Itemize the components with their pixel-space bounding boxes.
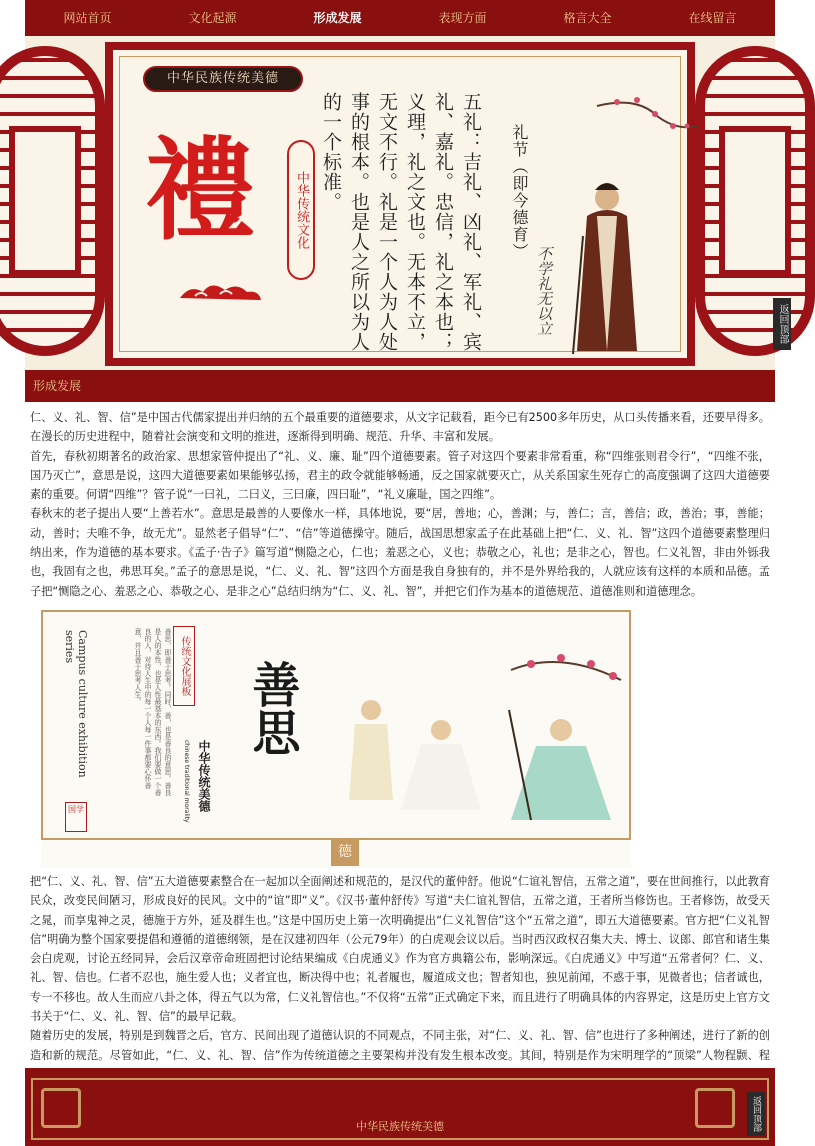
back-to-top-tab[interactable]: 返回顶部 — [773, 298, 791, 350]
page-wrapper — [25, 0, 788, 1146]
lattice-ornament-right — [695, 46, 815, 356]
nav-item-development[interactable]: 形成发展 — [313, 11, 362, 25]
nav-item-message[interactable]: 在线留言 — [688, 11, 737, 25]
virtue-seal-icon: 德 — [331, 838, 359, 866]
image-english-subtitle: chinese traditional morality — [183, 740, 190, 823]
section-title-bar: 形成发展 — [25, 370, 775, 402]
banner-main-text: 五礼：吉礼、凶礼、军礼、宾礼、嘉礼。忠信，礼之本也；义理，礼之文也。无本不立，无文不行。礼是一个人为人处事的根本。也是人之所以为人的一个标准。 — [320, 92, 482, 352]
plum-branch-icon — [597, 76, 697, 156]
lattice-ornament-left — [0, 46, 105, 356]
image-tag-label: 传统文化展板 — [173, 626, 195, 706]
footer-back-to-top-tab[interactable]: 返回顶部 — [747, 1092, 765, 1136]
image-big-characters: 善思 — [244, 660, 300, 756]
nav-item-home[interactable]: 网站首页 — [63, 11, 112, 25]
hero-banner — [25, 36, 788, 370]
footer — [25, 1068, 775, 1146]
article-body-top — [30, 408, 770, 601]
nav-item-maxims[interactable]: 格言大全 — [563, 11, 612, 25]
image-stamp: 国学 — [65, 802, 87, 832]
banner-ribbon-title: 中华民族传统美德 — [143, 66, 303, 92]
paragraph: 仁、义、礼、智、信”是中国古代儒家提出并归纳的五个最重要的道德要求，从文字记载看，距今已有2500多年历史，从口头传播来看，还要早得多。在漫长的历史进程中，随着社会演变和文明的推进，逐渐得到明确、规范、升华、丰富和发展。 — [30, 411, 770, 444]
banner-calligraphy: 不学礼无以立 — [535, 246, 553, 336]
banner-big-character: 禮 — [145, 126, 255, 255]
footer-copyright: 中华民族传统美德 — [356, 1120, 444, 1133]
banner-side-title: 礼节（即今德育） — [510, 124, 529, 260]
image-english-caption: Campus culture exhibition series — [63, 630, 89, 778]
image-chinese-title: 中华传统美德 — [197, 740, 211, 812]
paragraph: 首先，春秋初期著名的政治家、思想家管仲提出了“礼、义、廉、耻”四个道德要素。管子对这四个要素非常看重，称“四维张则君令行”，“四维不张，国乃灭亡”，意思是说，这四大道德要素如果能够弘扬，君主的政令就能够畅通，反之国家就要灭亡，从关系国家生死存亡的高度强调了这四大道德要素的重要。何谓“四维”？管子说“一曰礼，二曰义，三曰廉，四曰耻”，“礼义廉耻，国之四维”。 — [30, 449, 770, 502]
sage-figure-icon — [565, 176, 645, 356]
nav-item-origin[interactable]: 文化起源 — [188, 11, 237, 25]
scholars-figure-icon — [331, 650, 631, 830]
paragraph: 把“仁、义、礼、智、信”五大道德要素整合在一起加以全面阐述和规范的，是汉代的董仲舒。他说“仁谊礼智信，五常之道”，要在世间推行，以此教育民众，改变民间陋习，形成良好的民风。文中的“谊”即“义”。《汉书·董仲舒传》写道“夫仁谊礼智信，五常之道，王者所当修饬也。王者修饬，故受天之晁，而享鬼神之灵，德施于方外，延及群生也。”这是中国历史上第一次明确提出“仁义礼智信”这个“五常之道”，即五大道德要素。官方把“仁义礼智信”明确为整个国家要提倡和遵循的道德纲领，是在汉建初四年（公元79年）的白虎观会议以后。当时西汉政权召集大夫、博士、议郎、郎官和诸生集会白虎观，讨论五经同异，会后汉章帝命班固把讨论结果编成《白虎通义》作为官方典籍公布，影响深远。《白虎通义》中写道“五常者何？仁、义、礼、智、信也。仁者不忍也，施生爱人也；义者宜也，断决得中也；礼者履也，履道成文也；智者知也，独见前闻，不惑于事，见微者也；信者诚也，专一不移也。故人生而应八卦之体，得五气以为常，仁义礼智信也。”不仅将“五常”正式确定下来，而且进行了明确具体的内容界定，这是历史上官方文书关于“仁、义、礼、智、信”的最早记载。 — [30, 875, 770, 1024]
paragraph: 随着历史的发展，特别是到魏晋之后，官方、民间出现了道德认识的不同观点，不同主张，对“仁、义、礼、智、信”也进行了多种阐述，进行了新的创造和新的规范。尽管如此，“仁、义、礼、智、信”作为传统道德之主要架构并没有发生根本改变。其间，特别是作为宋明理学的“顶梁”人物程颢、程 — [30, 1029, 770, 1062]
top-nav — [25, 0, 775, 36]
cloud-ornament-icon — [175, 276, 265, 306]
nav-item-aspects[interactable]: 表现方面 — [438, 11, 487, 25]
paragraph: 春秋末的老子提出人要“上善若水”。意思是最善的人要像水一样，具体地说，要“居，善地；心，善渊；与，善仁；言，善信；政，善治；事，善能；动，善时；夫唯不争，故无尤”。显然老子倡导“仁”、“信”等道德操守。随后，战国思想家孟子在此基础上把“仁、义、礼、智”这四个道德要素整理归纳出来，作为道德的基本要求。《孟子·告子》篇写道“恻隐之心，仁也；羞恶之心，义也；恭敬之心，礼也；是非之心，智也。仁义礼智，非由外铄我也，我固有之也，弗思耳矣。”孟子的意思是说，“仁、义、礼、智”这四个方面是我自身独有的，并不是外界给我的，人就应该有这样的本质和品德。孟子把“恻隐之心、羞恶之心、恭敬之心、是非之心”总结归纳为“仁、义、礼、智”，并把它们作为基本的道德规范、道德准则和道德理念。 — [30, 507, 770, 598]
image-description-text: 善思，即善于思考。同时，善，也是善良的意思。善良是人的本性，也是人性最基本的东西。我们要做一个善良的人，对待人生中的每一个人每一件事都要心怀善意，并且善于思考人生。 — [134, 628, 172, 796]
culture-exhibition-image — [41, 610, 631, 868]
banner-vertical-seal: 中华传统文化 — [287, 140, 315, 280]
